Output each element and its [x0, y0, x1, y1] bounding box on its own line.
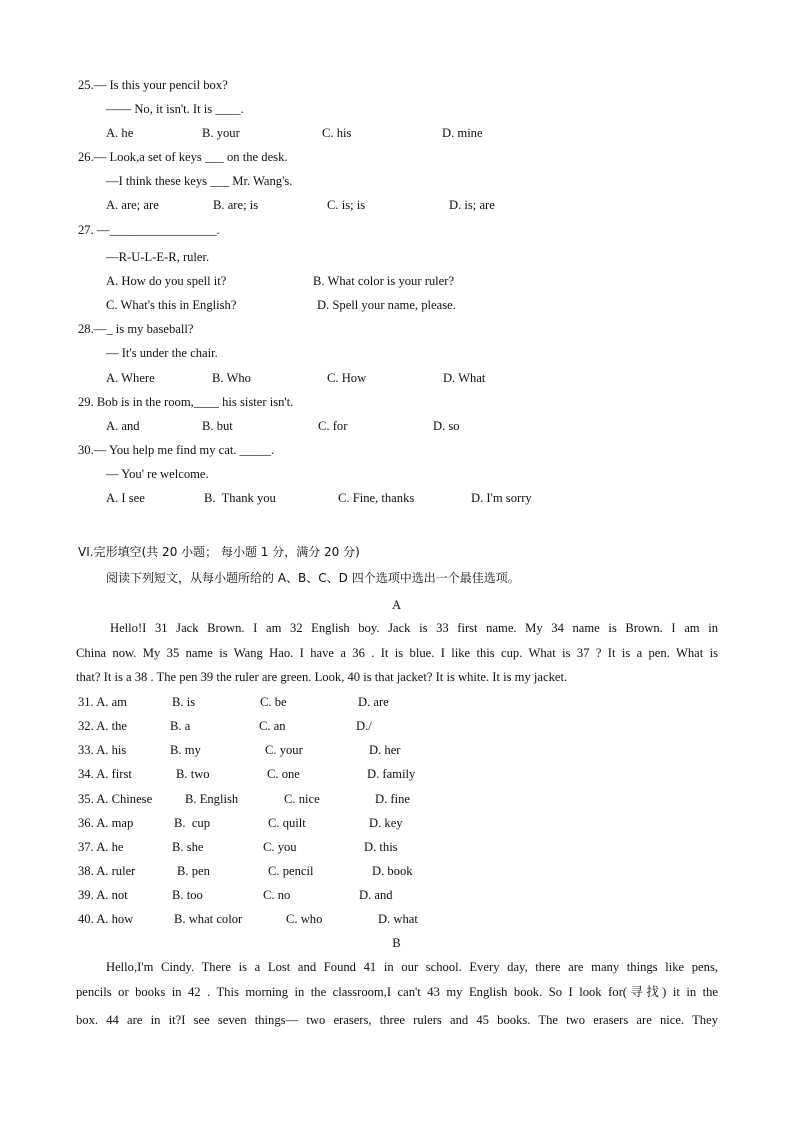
q30-reply: — You' re welcome. — [106, 467, 209, 481]
item-31-c: C. be — [260, 695, 287, 709]
q26-option-a: A. are; are — [106, 198, 159, 212]
passage-b-line-3: box. 44 are in it?I see seven things— two erasers, three rulers and 45 books. The two erasers are nice. They — [76, 1013, 718, 1027]
passage-b-line-1: Hello,I'm Cindy. There is a Lost and Found 41 in our school. Every day, there are many things like pens, — [106, 960, 718, 974]
q30-stem: 30.— You help me find my cat. _____. — [78, 443, 275, 457]
item-33-d: D. her — [369, 743, 401, 757]
item-34-d: D. family — [367, 767, 416, 781]
passage-b-line-2: pencils or books in 42 . This morning in the classroom,I can't 43 my English book. So I look for(寻找) it in the — [76, 985, 718, 999]
q29-option-c: C. for — [318, 419, 348, 433]
item-31-b: B. is — [172, 695, 196, 709]
item-31-d: D. are — [358, 695, 389, 709]
q25-reply: —— No, it isn't. It is ____. — [106, 102, 244, 116]
item-37-d: D. this — [364, 840, 398, 854]
q26-option-b: B. are; is — [213, 198, 259, 212]
item-36-b: B. cup — [174, 816, 211, 830]
q27-stem: 27. —_________________. — [78, 223, 220, 237]
passage-a-label: A — [391, 598, 402, 612]
q28-option-c: C. How — [327, 371, 367, 385]
q27-option-c: C. What's this in English? — [106, 298, 237, 312]
q25-option-c: C. his — [322, 126, 352, 140]
q27-option-a: A. How do you spell it? — [106, 274, 227, 288]
item-40-c: C. who — [286, 912, 323, 926]
q27-reply: —R-U-L-E-R, ruler. — [106, 250, 210, 264]
item-40-d: D. what — [378, 912, 418, 926]
item-35-a: 35. A. Chinese — [78, 792, 153, 806]
item-38-b: B. pen — [177, 864, 210, 878]
q28-option-b: B. Who — [212, 371, 251, 385]
passage-a-line-3: that? It is a 38 . The pen 39 the ruler are green. Look, 40 is that jacket? It is white. It is my jacket. — [76, 670, 568, 684]
q30-option-a: A. I see — [106, 491, 145, 505]
item-34-c: C. one — [267, 767, 300, 781]
q27-option-b: B. What color is your ruler? — [313, 274, 455, 288]
item-31-a: 31. A. am — [78, 695, 127, 709]
item-34-b: B. two — [176, 767, 210, 781]
item-32-a: 32. A. the — [78, 719, 127, 733]
q29-option-d: D. so — [433, 419, 460, 433]
passage-b-label: B — [392, 936, 401, 950]
q29-option-a: A. and — [106, 419, 140, 433]
q25-option-b: B. your — [202, 126, 240, 140]
item-40-b: B. what color — [174, 912, 243, 926]
q25-stem: 25.— Is this your pencil box? — [78, 78, 228, 92]
item-38-d: D. book — [372, 864, 413, 878]
q26-reply: —I think these keys ___ Mr. Wang's. — [106, 174, 293, 188]
item-32-c: C. an — [259, 719, 286, 733]
passage-a-line-1: Hello!I 31 Jack Brown. I am 32 English boy. Jack is 33 first name. My 34 name is Brown. I am in — [110, 621, 718, 635]
item-37-b: B. she — [172, 840, 204, 854]
item-38-c: C. pencil — [268, 864, 314, 878]
item-39-a: 39. A. not — [78, 888, 128, 902]
q25-option-a: A. he — [106, 126, 134, 140]
item-34-a: 34. A. first — [78, 767, 132, 781]
section-instruction: 阅读下列短文，从每小题所给的 A、B、C、D 四个选项中选出一个最佳选项。 — [106, 571, 520, 585]
q28-stem: 28.—_ is my baseball? — [78, 322, 194, 336]
item-38-a: 38. A. ruler — [78, 864, 136, 878]
item-35-c: C. nice — [284, 792, 320, 806]
q26-stem: 26.— Look,a set of keys ___ on the desk. — [78, 150, 288, 164]
q29-option-b: B. but — [202, 419, 233, 433]
item-36-a: 36. A. map — [78, 816, 134, 830]
item-32-b: B. a — [170, 719, 191, 733]
item-36-c: C. quilt — [268, 816, 306, 830]
item-32-d: D./ — [356, 719, 372, 733]
item-35-d: D. fine — [375, 792, 410, 806]
q28-option-a: A. Where — [106, 371, 155, 385]
item-39-b: B. too — [172, 888, 203, 902]
item-36-d: D. key — [369, 816, 403, 830]
q29-stem: 29. Bob is in the room,____ his sister isn't. — [78, 395, 294, 409]
q27-option-d: D. Spell your name, please. — [317, 298, 456, 312]
item-33-a: 33. A. his — [78, 743, 127, 757]
item-39-d: D. and — [359, 888, 393, 902]
q30-option-d: D. I'm sorry — [471, 491, 532, 505]
section-heading: VI.完形填空(共 20 小题； 每小题 1 分，满分 20 分) — [78, 545, 360, 559]
item-37-c: C. you — [263, 840, 297, 854]
q30-option-b: B. Thank you — [204, 491, 276, 505]
passage-a-line-2: China now. My 35 name is Wang Hao. I have a 36 . It is blue. I like this cup. What is 37 ? It is a pen. What is — [76, 646, 718, 660]
item-39-c: C. no — [263, 888, 291, 902]
item-33-c: C. your — [265, 743, 303, 757]
q28-option-d: D. What — [443, 371, 486, 385]
item-33-b: B. my — [170, 743, 201, 757]
q30-option-c: C. Fine, thanks — [338, 491, 415, 505]
item-37-a: 37. A. he — [78, 840, 124, 854]
q26-option-c: C. is; is — [327, 198, 366, 212]
q26-option-d: D. is; are — [449, 198, 495, 212]
q25-option-d: D. mine — [442, 126, 483, 140]
item-40-a: 40. A. how — [78, 912, 134, 926]
q28-reply: — It's under the chair. — [106, 346, 218, 360]
item-35-b: B. English — [185, 792, 239, 806]
